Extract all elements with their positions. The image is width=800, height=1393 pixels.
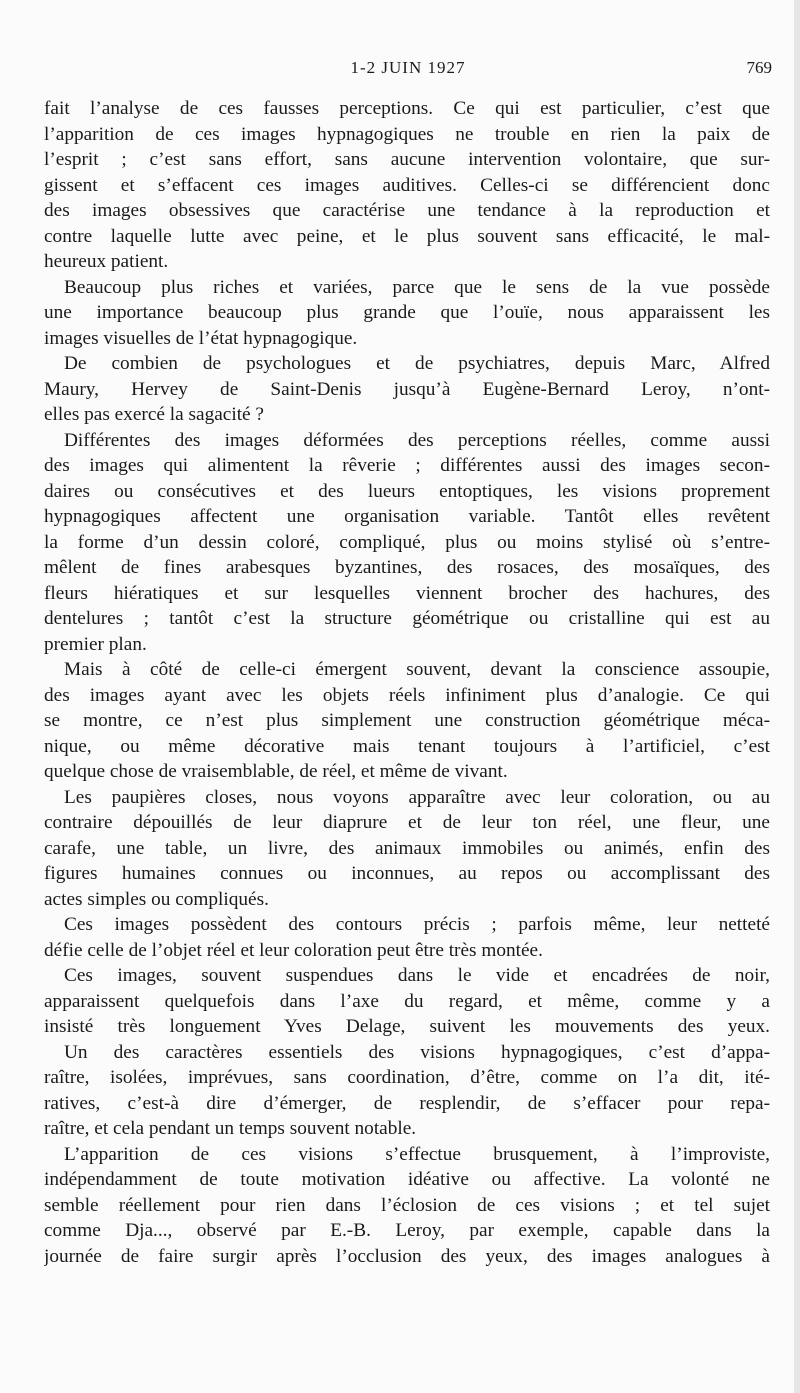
text-line: carafe, une table, un livre, des animaux immobiles ou animés, enfin des [44, 837, 770, 859]
text-line: De combien de psychologues et de psychiatres, depuis Marc, Alfred [64, 353, 770, 374]
text-line: Les paupières closes, nous voyons apparaître avec leur coloration, ou au [64, 786, 770, 808]
text-line: Ces images, souvent suspendues dans le vide et encadrées de noir, [64, 965, 770, 986]
text-line: premier plan. [44, 633, 147, 655]
text-line: l’esprit ; c’est sans effort, sans aucune intervention volontaire, que sur- [44, 149, 770, 170]
text-line: une importance beaucoup plus grande que l’ouïe, nous apparaissent les [44, 302, 770, 323]
text-line: des images obsessives que caractérise une tendance à la reproduction et [44, 200, 770, 221]
text-line: Un des caractères essentiels des visions hypnagogiques, c’est d’appa- [64, 1041, 770, 1063]
text-line: heureux patient. [44, 251, 169, 272]
text-line: L’apparition de ces visions s’effectue brusquement, à l’improviste, [64, 1143, 770, 1165]
text-line: défie celle de l’objet réel et leur coloration peut être très montée. [44, 939, 543, 961]
text-line: journée de faire surgir après l’occlusion des yeux, des images analogues à [44, 1245, 770, 1267]
text-line: figures humaines connues ou inconnues, au repos ou accomplissant des [44, 863, 770, 884]
text-line: fait l’analyse de ces fausses perceptions. Ce qui est particulier, c’est que [44, 98, 770, 119]
text-line: ratives, c’est-à dire d’émerger, de resplendir, de s’effacer pour repa- [44, 1092, 770, 1114]
text-line: raître, isolées, imprévues, sans coordination, d’être, comme on l’a dit, ité- [44, 1067, 770, 1088]
text-line: nique, ou même décorative mais tenant toujours à l’artificiel, c’est [44, 735, 770, 757]
text-line: Beaucoup plus riches et variées, parce que le sens de la vue possède [64, 276, 770, 298]
text-line: insisté très longuement Yves Delage, suivent les mouvements des yeux. [44, 1016, 770, 1037]
text-line: contre laquelle lutte avec peine, et le plus souvent sans efficacité, le mal- [44, 225, 770, 247]
text-line: apparaissent quelquefois dans l’axe du regard, et même, comme y a [44, 990, 770, 1012]
text-line: hypnagogiques affectent une organisation variable. Tantôt elles revêtent [44, 506, 770, 527]
text-line: raître, et cela pendant un temps souvent notable. [44, 1118, 417, 1139]
text-line: mêlent de fines arabesques byzantines, des rosaces, des mosaïques, des [44, 557, 770, 578]
text-line: fleurs hiératiques et sur lesquelles viennent brocher des hachures, des [44, 582, 770, 604]
header-date: 1-2 JUIN 1927 [350, 58, 466, 77]
page-edge [794, 0, 800, 1393]
text-line: daires ou consécutives et des lueurs entoptiques, les visions proprement [44, 480, 770, 502]
text-line: images visuelles de l’état hypnagogique. [44, 327, 358, 349]
page-number: 769 [746, 58, 772, 77]
text-line: l’apparition de ces images hypnagogiques ne trouble en rien la paix de [44, 123, 770, 145]
text-line: semble réellement pour rien dans l’éclosion de ces visions ; et tel sujet [44, 1194, 770, 1216]
text-line: comme Dja..., observé par E.-B. Leroy, par exemple, capable dans la [44, 1220, 770, 1241]
text-line: Mais à côté de celle-ci émergent souvent, devant la conscience assoupie, [64, 659, 770, 680]
text-line: se montre, ce n’est plus simplement une construction géométrique méca- [44, 710, 770, 731]
text-line: gissent et s’effacent ces images auditives. Celles-ci se différencient donc [44, 174, 770, 196]
text-line: indépendamment de toute motivation idéative ou affective. La volonté ne [44, 1169, 770, 1190]
body-text [44, 96, 770, 1269]
text-line: actes simples ou compliqués. [44, 888, 269, 910]
text-line: Différentes des images déformées des perceptions réelles, comme aussi [64, 429, 770, 451]
text-line: quelque chose de vraisemblable, de réel, et même de vivant. [44, 761, 508, 782]
text-line: Ces images possèdent des contours précis ; parfois même, leur netteté [64, 914, 770, 935]
text-line: elles pas exercé la sagacité ? [44, 404, 264, 425]
text-line: des images ayant avec les objets réels infiniment plus d’analogie. Ce qui [44, 684, 770, 706]
text-line: contraire dépouillés de leur diaprure et de leur ton réel, une fleur, une [44, 812, 770, 833]
text-line: la forme d’un dessin coloré, compliqué, plus ou moins stylisé où s’entre- [44, 531, 770, 553]
text-line: Maury, Hervey de Saint-Denis jusqu’à Eugène-Bernard Leroy, n’ont- [44, 378, 770, 400]
page-header [44, 58, 772, 82]
text-line: dentelures ; tantôt c’est la structure géométrique ou cristalline qui est au [44, 608, 770, 629]
text-line: des images qui alimentent la rêverie ; différentes aussi des images secon- [44, 455, 770, 476]
